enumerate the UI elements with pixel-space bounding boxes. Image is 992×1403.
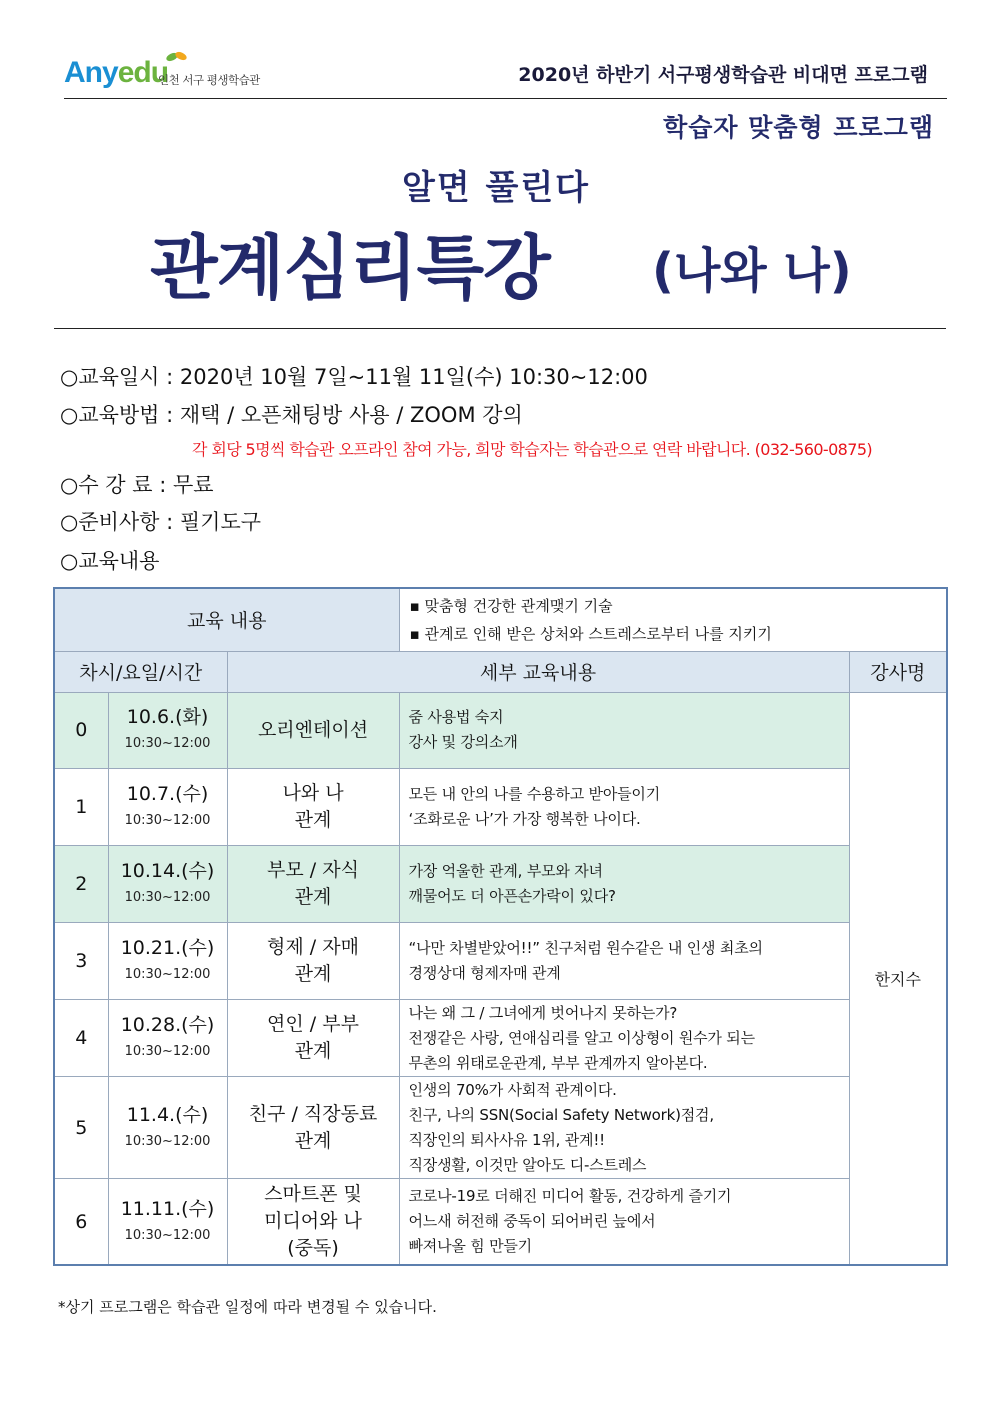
- session-topic-line: 연인 / 부부: [267, 1013, 359, 1036]
- session-detail-line: 인생의 70%가 사회적 관계이다.: [408, 1080, 617, 1099]
- summary-item: ▪ 맞춤형 건강한 관계맺기 기술: [409, 596, 613, 615]
- session-detail-line: 빠져나올 힘 만들기: [408, 1237, 532, 1256]
- session-detail-line: 전쟁같은 사랑, 연애심리를 알고 이상형이 원수가 되는: [408, 1028, 755, 1047]
- session-number: 2: [54, 845, 108, 922]
- header-divider: [64, 98, 947, 99]
- session-time: 10:30~12:00: [124, 1044, 211, 1060]
- session-number: 4: [54, 1000, 108, 1077]
- column-header-row: [54, 651, 947, 692]
- session-detail-line: 직장생활, 이것만 알아도 디-스트레스: [408, 1155, 647, 1174]
- summary-row: [54, 588, 947, 651]
- session-date-cell: [108, 1000, 227, 1077]
- session-date: 11.11.(수): [120, 1197, 215, 1220]
- session-time: 10:30~12:00: [124, 1227, 211, 1243]
- session-details: [399, 1179, 849, 1265]
- session-details: [399, 922, 849, 999]
- session-details: [399, 1077, 849, 1179]
- session-date-cell: [108, 845, 227, 922]
- session-topic-line: 미디어와 나: [264, 1210, 362, 1233]
- logo-subtext: 인천 서구 평생학습관: [158, 73, 260, 87]
- session-date: 10.7.(수): [126, 782, 209, 805]
- leaf-icon: [166, 50, 188, 64]
- session-date: 10.28.(수): [120, 1014, 215, 1037]
- session-date: 10.6.(화): [126, 706, 209, 729]
- main-title-sub: (나와 나): [652, 243, 852, 299]
- session-time: 10:30~12:00: [124, 736, 211, 752]
- session-topic: [227, 768, 399, 845]
- session-row: [54, 1000, 947, 1077]
- session-topic-line: 관계: [294, 808, 332, 831]
- session-topic-line: 형제 / 자매: [267, 936, 359, 958]
- footnote: *상기 프로그램은 학습관 일정에 따라 변경될 수 있습니다.: [58, 1298, 437, 1316]
- session-date-cell: [108, 768, 227, 845]
- info-schedule: ○교육일시 : 2020년 10월 7일~11월 11일(수) 10:30~12:00: [60, 365, 648, 389]
- session-row: [54, 1179, 947, 1265]
- session-row: [54, 845, 947, 922]
- main-title: 관계심리특강: [150, 227, 550, 309]
- session-topic-line: 관계: [294, 1129, 332, 1152]
- col-header-schedule: 차시/요일/시간: [54, 651, 227, 692]
- summary-item: ▪ 관계로 인해 받은 상처와 스트레스로부터 나를 지키기: [409, 624, 772, 643]
- session-row: [54, 1077, 947, 1179]
- col-header-instructor: 강사명: [849, 651, 947, 692]
- session-details: [399, 692, 849, 768]
- session-detail-line: 가장 억울한 관계, 부모와 자녀: [408, 861, 603, 880]
- session-topic-line: 부모 / 자식: [267, 858, 359, 881]
- session-detail-line: 나는 왜 그 / 그녀에게 벗어나지 못하는가?: [408, 1003, 678, 1022]
- session-topic-line: 스마트폰 및: [264, 1183, 362, 1206]
- session-topic: [227, 1000, 399, 1077]
- session-date: 10.14.(수): [120, 859, 215, 882]
- info-prep: ○준비사항 : 필기도구: [60, 510, 262, 534]
- session-detail-line: 직장인의 퇴사사유 1위, 관계!!: [408, 1130, 605, 1149]
- session-detail-line: 강사 및 강의소개: [408, 733, 518, 752]
- session-detail-line: 코로나-19로 더해진 미디어 활동, 건강하게 즐기기: [408, 1187, 732, 1206]
- session-time: 10:30~12:00: [124, 967, 211, 982]
- session-topic-line: 친구 / 직장동료: [248, 1102, 378, 1125]
- session-details: [399, 768, 849, 845]
- session-topic-line: (중독): [287, 1237, 339, 1260]
- summary-items: [399, 588, 947, 651]
- session-detail-line: 어느새 허전해 중독이 되어버린 늪에서: [408, 1212, 656, 1231]
- session-details: [399, 845, 849, 922]
- session-number: 1: [54, 768, 108, 845]
- session-detail-line: 친구, 나의 SSN(Social Safety Network)점검,: [408, 1105, 714, 1124]
- session-detail-line: 무촌의 위태로운관계, 부부 관계까지 알아본다.: [408, 1053, 708, 1072]
- session-topic: [227, 1077, 399, 1179]
- session-date-cell: [108, 922, 227, 999]
- curriculum-table: [53, 587, 948, 1266]
- info-note: 각 회당 5명씩 학습관 오프라인 참여 가능, 희망 학습자는 학습관으로 연락 바랍니다. (032-560-0875): [192, 440, 873, 459]
- session-detail-line: 깨물어도 더 아픈손가락이 있다?: [408, 886, 616, 905]
- session-detail-line: “나만 차별받았어!!” 친구처럼 원수같은 내 인생 최초의: [408, 939, 763, 957]
- session-topic: [227, 922, 399, 999]
- logo-wordmark: Anyedu: [64, 56, 169, 89]
- session-details: [399, 1000, 849, 1077]
- session-topic-line: 관계: [294, 1040, 332, 1063]
- summary-label: 교육 내용: [54, 588, 399, 651]
- session-date: 11.4.(수): [126, 1103, 209, 1126]
- session-number: 3: [54, 922, 108, 999]
- session-row: [54, 768, 947, 845]
- session-topic-line: 관계: [294, 885, 332, 908]
- session-detail-line: 줌 사용법 숙지: [408, 708, 504, 727]
- session-time: 10:30~12:00: [124, 1133, 211, 1149]
- session-topic-line: 나와 나: [282, 781, 344, 804]
- session-row: [54, 922, 947, 999]
- info-content: ○교육내용: [60, 549, 160, 573]
- session-date-cell: [108, 692, 227, 768]
- title-subtitle: 알면 풀린다: [401, 168, 591, 208]
- session-detail-line: 경쟁상대 형제자매 관계: [408, 964, 561, 982]
- col-header-detail: 세부 교육내용: [227, 651, 849, 692]
- session-detail-line: ‘조화로운 나’가 가장 행복한 나이다.: [408, 809, 641, 828]
- session-topic-line: 오리엔테이션: [257, 718, 369, 741]
- session-number: 0: [54, 692, 108, 768]
- title-divider: [54, 328, 946, 329]
- session-number: 6: [54, 1179, 108, 1265]
- session-topic-line: 관계: [294, 963, 332, 985]
- session-time: 10:30~12:00: [124, 889, 211, 905]
- session-topic: [227, 1179, 399, 1265]
- session-detail-line: 모든 내 안의 나를 수용하고 받아들이기: [408, 784, 660, 803]
- session-time: 10:30~12:00: [124, 812, 211, 828]
- session-topic: [227, 692, 399, 768]
- info-fee: ○수 강 료 : 무료: [60, 473, 214, 497]
- session-row: [54, 692, 947, 768]
- session-date-cell: [108, 1077, 227, 1179]
- program-label: 2020년 하반기 서구평생학습관 비대면 프로그램: [518, 64, 928, 86]
- session-date-cell: [108, 1179, 227, 1265]
- session-topic: [227, 845, 399, 922]
- instructor-name: 한지수: [849, 692, 947, 1265]
- session-date: 10.21.(수): [120, 937, 215, 959]
- session-number: 5: [54, 1077, 108, 1179]
- anyedu-logo: [64, 50, 284, 102]
- program-category: 학습자 맞춤형 프로그램: [663, 113, 934, 142]
- info-method: ○교육방법 : 재택 / 오픈채팅방 사용 / ZOOM 강의: [60, 403, 523, 427]
